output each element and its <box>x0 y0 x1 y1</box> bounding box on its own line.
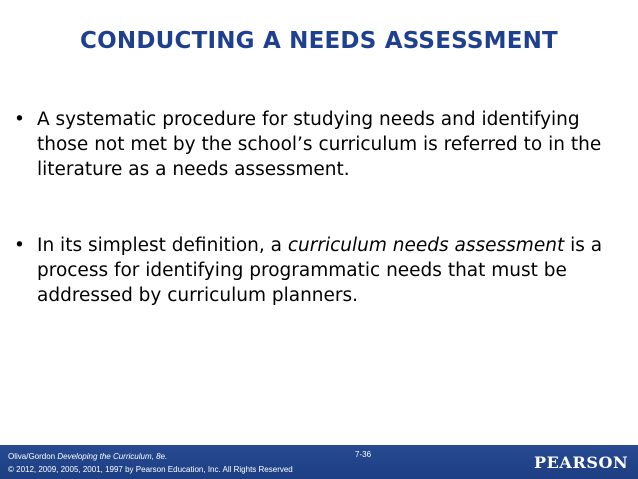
footer-copyright: © 2012, 2009, 2005, 2001, 1997 by Pearson Education, Inc. All Rights Reserved <box>8 465 293 474</box>
footer-book-title: Developing the Curriculum, 8e. <box>57 452 168 461</box>
bullet-text: A systematic procedure for studying needs and identifying those not met by the school’s curriculum is referred to in the literature as a needs assessment. <box>37 109 602 180</box>
bullet-text-end: is a process for identifying programmatic needs that must be addressed by curriculum planners. <box>37 235 603 306</box>
bullet-item <box>14 233 620 308</box>
bullet-italic-term: curriculum needs assessment <box>287 235 565 256</box>
footer-authors: Oliva/Gordon <box>8 452 58 461</box>
footer-bar <box>0 445 638 479</box>
slide-title: CONDUCTING A NEEDS ASSESSMENT <box>80 28 558 54</box>
bullet-text-start: In its simplest definition, a <box>37 235 288 256</box>
bullet-item <box>14 107 620 182</box>
footer-citation <box>8 450 293 476</box>
page-number: 7-36 <box>355 450 372 459</box>
bullet-marker: • <box>14 235 25 256</box>
bullet-marker: • <box>14 109 25 130</box>
pearson-logo: PEARSON <box>534 453 629 472</box>
bullet-list <box>14 107 620 308</box>
